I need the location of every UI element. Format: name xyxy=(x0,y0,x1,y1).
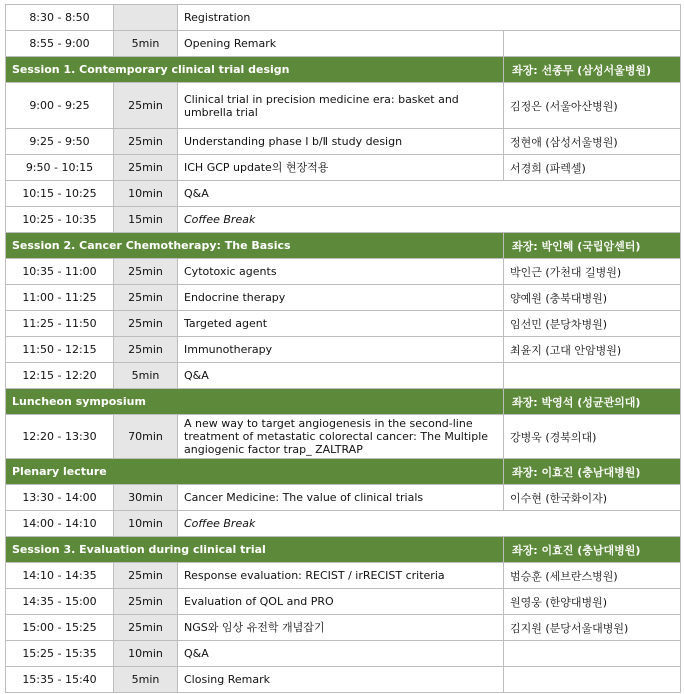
time-slot: 10:25 - 10:35 xyxy=(6,207,114,233)
schedule-row xyxy=(6,155,681,181)
schedule-row xyxy=(6,259,681,285)
program-schedule-table xyxy=(5,4,681,693)
time-slot: 8:30 - 8:50 xyxy=(6,5,114,31)
session-title: Q&A xyxy=(178,181,681,207)
session-title: Response evaluation: RECIST / irRECIST criteria xyxy=(178,563,504,589)
speaker: 박인근 (가천대 길병원) xyxy=(504,259,681,285)
duration: 10min xyxy=(114,641,178,667)
section-chair: 좌장: 선종무 (삼성서울병원) xyxy=(504,57,681,83)
session-title: Endocrine therapy xyxy=(178,285,504,311)
duration: 25min xyxy=(114,589,178,615)
schedule-row xyxy=(6,563,681,589)
duration: 5min xyxy=(114,363,178,389)
section-title: Session 2. Cancer Chemotherapy: The Basics xyxy=(6,233,504,259)
schedule-row xyxy=(6,511,681,537)
duration: 30min xyxy=(114,485,178,511)
section-chair: 좌장: 박영석 (성균관의대) xyxy=(504,389,681,415)
time-slot: 12:15 - 12:20 xyxy=(6,363,114,389)
speaker: 이수현 (한국화이자) xyxy=(504,485,681,511)
section-title: Session 1. Contemporary clinical trial design xyxy=(6,57,504,83)
time-slot: 15:00 - 15:25 xyxy=(6,615,114,641)
speaker xyxy=(504,667,681,693)
section-header-row xyxy=(6,537,681,563)
duration: 25min xyxy=(114,337,178,363)
schedule-row xyxy=(6,31,681,57)
time-slot: 9:50 - 10:15 xyxy=(6,155,114,181)
section-title: Luncheon symposium xyxy=(6,389,504,415)
session-title: ICH GCP update의 현장적용 xyxy=(178,155,504,181)
speaker: 정현애 (삼성서울병원) xyxy=(504,129,681,155)
session-title: Closing Remark xyxy=(178,667,504,693)
session-title: Registration xyxy=(178,5,681,31)
session-title: A new way to target angiogenesis in the second-line treatment of metastatic colorectal cancer: The Multiple angiogenic factor trap_ ZALTRAP xyxy=(178,415,504,459)
schedule-row xyxy=(6,129,681,155)
speaker: 김지원 (분당서울대병원) xyxy=(504,615,681,641)
section-header-row xyxy=(6,57,681,83)
time-slot: 12:20 - 13:30 xyxy=(6,415,114,459)
schedule-row xyxy=(6,207,681,233)
schedule-row xyxy=(6,589,681,615)
time-slot: 11:00 - 11:25 xyxy=(6,285,114,311)
time-slot: 14:10 - 14:35 xyxy=(6,563,114,589)
section-chair: 좌장: 이효진 (충남대병원) xyxy=(504,537,681,563)
section-header-row xyxy=(6,459,681,485)
session-title: Opening Remark xyxy=(178,31,504,57)
speaker: 김정은 (서울아산병원) xyxy=(504,83,681,129)
time-slot: 15:35 - 15:40 xyxy=(6,667,114,693)
schedule-row xyxy=(6,415,681,459)
duration: 10min xyxy=(114,181,178,207)
time-slot: 9:00 - 9:25 xyxy=(6,83,114,129)
time-slot: 10:15 - 10:25 xyxy=(6,181,114,207)
schedule-row xyxy=(6,311,681,337)
speaker: 범승훈 (세브란스병원) xyxy=(504,563,681,589)
session-title: Cancer Medicine: The value of clinical trials xyxy=(178,485,504,511)
time-slot: 13:30 - 14:00 xyxy=(6,485,114,511)
time-slot: 14:35 - 15:00 xyxy=(6,589,114,615)
session-title: Evaluation of QOL and PRO xyxy=(178,589,504,615)
duration: 25min xyxy=(114,285,178,311)
duration: 10min xyxy=(114,511,178,537)
time-slot: 10:35 - 11:00 xyxy=(6,259,114,285)
session-title: Q&A xyxy=(178,641,504,667)
speaker: 최윤지 (고대 안암병원) xyxy=(504,337,681,363)
schedule-row xyxy=(6,641,681,667)
session-title: Coffee Break xyxy=(178,511,681,537)
duration xyxy=(114,5,178,31)
schedule-row xyxy=(6,615,681,641)
session-title: Understanding phase Ⅰ b/Ⅱ study design xyxy=(178,129,504,155)
schedule-body xyxy=(6,5,681,693)
session-title: Immunotherapy xyxy=(178,337,504,363)
duration: 25min xyxy=(114,259,178,285)
time-slot: 14:00 - 14:10 xyxy=(6,511,114,537)
speaker: 강병욱 (경북의대) xyxy=(504,415,681,459)
duration: 25min xyxy=(114,563,178,589)
session-title: Q&A xyxy=(178,363,504,389)
duration: 70min xyxy=(114,415,178,459)
section-title: Plenary lecture xyxy=(6,459,504,485)
section-header-row xyxy=(6,233,681,259)
duration: 25min xyxy=(114,615,178,641)
schedule-row xyxy=(6,83,681,129)
schedule-row xyxy=(6,337,681,363)
session-title: NGS와 임상 유전학 개념잡기 xyxy=(178,615,504,641)
duration: 5min xyxy=(114,667,178,693)
duration: 25min xyxy=(114,129,178,155)
schedule-row xyxy=(6,181,681,207)
time-slot: 11:25 - 11:50 xyxy=(6,311,114,337)
session-title: Clinical trial in precision medicine era: basket and umbrella trial xyxy=(178,83,504,129)
section-title: Session 3. Evaluation during clinical trial xyxy=(6,537,504,563)
time-slot: 15:25 - 15:35 xyxy=(6,641,114,667)
duration: 5min xyxy=(114,31,178,57)
session-title: Coffee Break xyxy=(178,207,681,233)
speaker: 임선민 (분당차병원) xyxy=(504,311,681,337)
schedule-row xyxy=(6,5,681,31)
schedule-row xyxy=(6,285,681,311)
session-title: Cytotoxic agents xyxy=(178,259,504,285)
section-chair: 좌장: 이효진 (충남대병원) xyxy=(504,459,681,485)
time-slot: 8:55 - 9:00 xyxy=(6,31,114,57)
schedule-row xyxy=(6,485,681,511)
speaker xyxy=(504,363,681,389)
duration: 25min xyxy=(114,155,178,181)
speaker: 원영웅 (한양대병원) xyxy=(504,589,681,615)
time-slot: 11:50 - 12:15 xyxy=(6,337,114,363)
speaker xyxy=(504,641,681,667)
time-slot: 9:25 - 9:50 xyxy=(6,129,114,155)
speaker: 양예원 (충북대병원) xyxy=(504,285,681,311)
duration: 25min xyxy=(114,83,178,129)
schedule-row xyxy=(6,363,681,389)
section-chair: 좌장: 박인혜 (국립암센터) xyxy=(504,233,681,259)
speaker: 서경희 (파렉셀) xyxy=(504,155,681,181)
session-title: Targeted agent xyxy=(178,311,504,337)
speaker xyxy=(504,31,681,57)
schedule-row xyxy=(6,667,681,693)
duration: 15min xyxy=(114,207,178,233)
duration: 25min xyxy=(114,311,178,337)
section-header-row xyxy=(6,389,681,415)
